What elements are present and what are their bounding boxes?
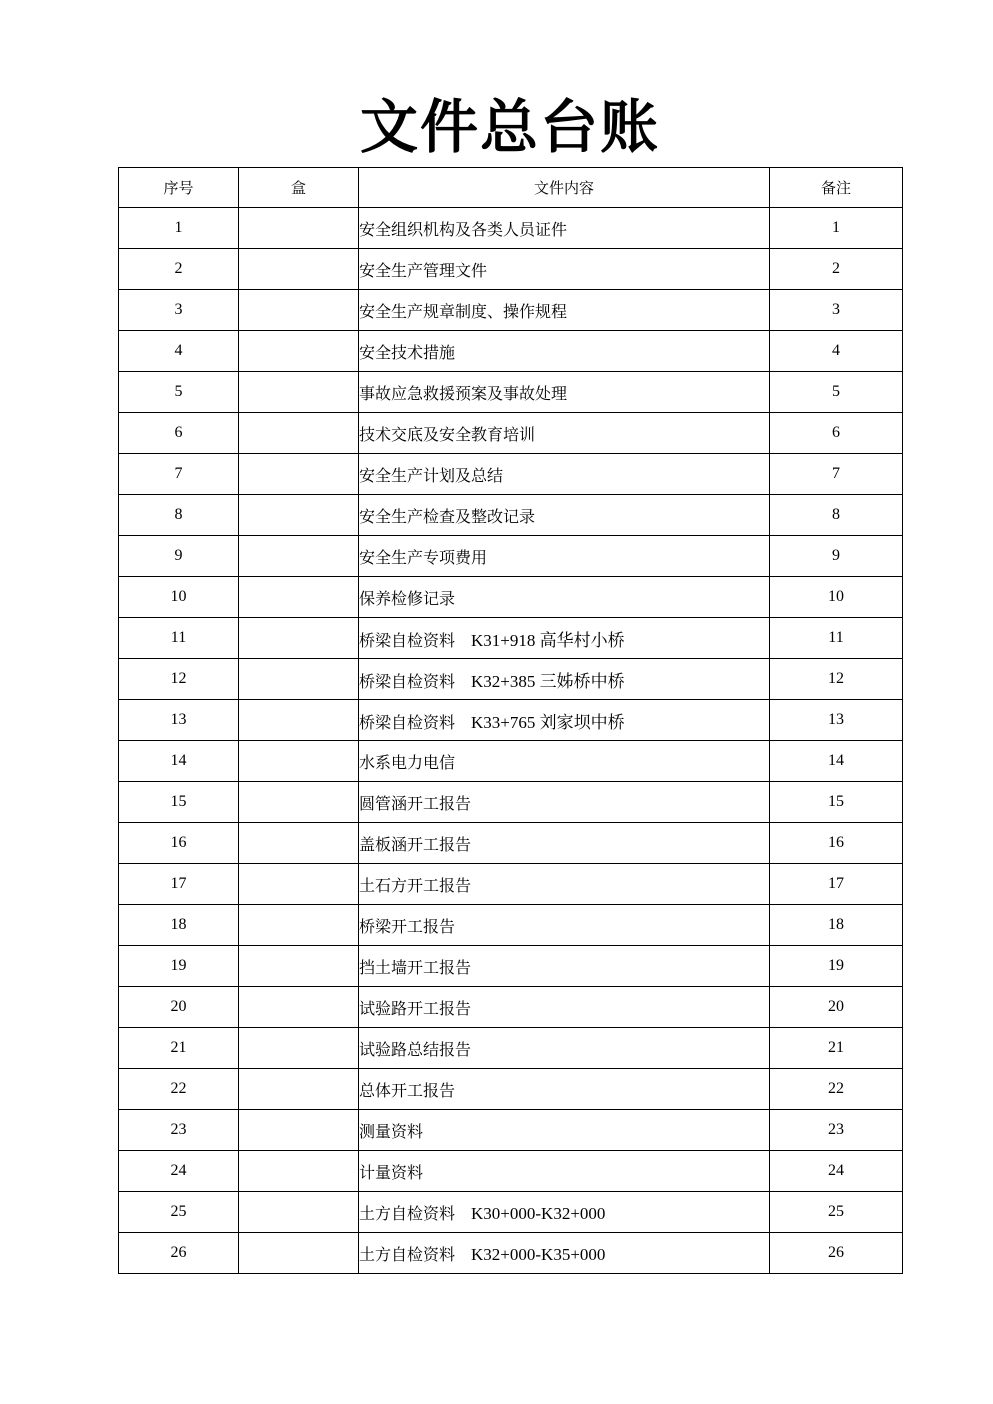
row-content — [359, 208, 770, 249]
row-content-text: 试验路总结报告 — [359, 1039, 472, 1059]
table-row — [119, 1028, 903, 1069]
row-content-text: 圆管涵开工报告 — [359, 793, 472, 813]
row-content-text: 盖板涵开工报告 — [359, 834, 472, 854]
row-note: 8 — [770, 495, 903, 536]
row-number: 14 — [119, 741, 239, 782]
table-row — [119, 1233, 903, 1274]
row-box — [239, 290, 359, 331]
row-number: 26 — [119, 1233, 239, 1274]
row-box — [239, 864, 359, 905]
row-box — [239, 495, 359, 536]
table-row — [119, 372, 903, 413]
row-content-text: 安全生产规章制度、操作规程 — [359, 301, 568, 321]
row-number: 9 — [119, 536, 239, 577]
table-row — [119, 823, 903, 864]
row-note: 26 — [770, 1233, 903, 1274]
row-number: 4 — [119, 331, 239, 372]
row-box — [239, 659, 359, 700]
row-note: 6 — [770, 413, 903, 454]
row-box — [239, 577, 359, 618]
row-content — [359, 495, 770, 536]
row-note: 23 — [770, 1110, 903, 1151]
row-number: 21 — [119, 1028, 239, 1069]
table-header-row — [119, 168, 903, 208]
row-note: 3 — [770, 290, 903, 331]
table-row — [119, 1192, 903, 1233]
row-content — [359, 290, 770, 331]
ledger-table — [118, 167, 903, 1274]
row-number: 15 — [119, 782, 239, 823]
row-box — [239, 331, 359, 372]
row-number: 5 — [119, 372, 239, 413]
page-title: 文件总台账 — [359, 93, 660, 161]
row-content-text: 安全生产计划及总结 — [359, 465, 504, 485]
row-content-text: 测量资料 — [359, 1121, 424, 1141]
row-note: 5 — [770, 372, 903, 413]
row-content-text: 土方自检资料 — [359, 1244, 456, 1264]
row-note: 9 — [770, 536, 903, 577]
table-row — [119, 1151, 903, 1192]
row-note: 17 — [770, 864, 903, 905]
row-content — [359, 1233, 770, 1274]
row-number: 3 — [119, 290, 239, 331]
row-content — [359, 741, 770, 782]
row-box — [239, 700, 359, 741]
table-row — [119, 905, 903, 946]
row-content-text: 保养检修记录 — [359, 588, 456, 608]
row-note: 4 — [770, 331, 903, 372]
header-note: 备注 — [770, 168, 903, 208]
row-number: 8 — [119, 495, 239, 536]
row-content — [359, 864, 770, 905]
row-box — [239, 946, 359, 987]
table-row — [119, 249, 903, 290]
row-content-text: 水系电力电信 — [359, 752, 456, 772]
row-content-code: K31+918 高华村小桥 — [471, 630, 625, 650]
row-number: 19 — [119, 946, 239, 987]
table-row — [119, 1069, 903, 1110]
row-content-text: 安全生产专项费用 — [359, 547, 488, 567]
table-row — [119, 454, 903, 495]
table-row — [119, 1110, 903, 1151]
table-row — [119, 413, 903, 454]
row-note: 21 — [770, 1028, 903, 1069]
row-note: 11 — [770, 618, 903, 659]
row-note: 19 — [770, 946, 903, 987]
row-box — [239, 905, 359, 946]
table-row — [119, 536, 903, 577]
row-number: 24 — [119, 1151, 239, 1192]
table-row — [119, 618, 903, 659]
row-content-text: 安全生产检查及整改记录 — [359, 506, 536, 526]
row-content-text: 技术交底及安全教育培训 — [359, 424, 536, 444]
row-content — [359, 1028, 770, 1069]
row-box — [239, 208, 359, 249]
row-content — [359, 782, 770, 823]
row-note: 24 — [770, 1151, 903, 1192]
row-content-text: 桥梁开工报告 — [359, 916, 456, 936]
row-box — [239, 741, 359, 782]
row-content-text: 安全生产管理文件 — [359, 260, 488, 280]
row-content — [359, 413, 770, 454]
row-content-text: 事故应急救援预案及事故处理 — [359, 383, 568, 403]
row-note: 20 — [770, 987, 903, 1028]
row-content — [359, 372, 770, 413]
row-note: 16 — [770, 823, 903, 864]
row-box — [239, 536, 359, 577]
header-content: 文件内容 — [359, 168, 770, 208]
table-row — [119, 946, 903, 987]
row-content-code: K32+385 三姊桥中桥 — [471, 671, 625, 691]
table-row — [119, 331, 903, 372]
row-content-text: 安全技术措施 — [359, 342, 456, 362]
header-no: 序号 — [119, 168, 239, 208]
row-box — [239, 1192, 359, 1233]
table-row — [119, 495, 903, 536]
row-note: 14 — [770, 741, 903, 782]
row-content — [359, 1110, 770, 1151]
row-content — [359, 987, 770, 1028]
row-number: 10 — [119, 577, 239, 618]
row-number: 22 — [119, 1069, 239, 1110]
row-note: 18 — [770, 905, 903, 946]
row-box — [239, 1028, 359, 1069]
row-content — [359, 577, 770, 618]
row-number: 1 — [119, 208, 239, 249]
row-box — [239, 413, 359, 454]
row-content-text: 挡土墙开工报告 — [359, 957, 472, 977]
row-note: 7 — [770, 454, 903, 495]
row-content — [359, 249, 770, 290]
table-row — [119, 864, 903, 905]
row-content-text: 土方自检资料 — [359, 1203, 456, 1223]
row-box — [239, 987, 359, 1028]
row-box — [239, 1233, 359, 1274]
table-row — [119, 782, 903, 823]
row-number: 16 — [119, 823, 239, 864]
row-content — [359, 905, 770, 946]
row-content-code: K32+000-K35+000 — [471, 1244, 606, 1264]
row-content-text: 计量资料 — [359, 1162, 424, 1182]
table-row — [119, 700, 903, 741]
row-content — [359, 1069, 770, 1110]
row-number: 6 — [119, 413, 239, 454]
row-number: 13 — [119, 700, 239, 741]
row-content — [359, 618, 770, 659]
row-note: 10 — [770, 577, 903, 618]
table-row — [119, 290, 903, 331]
row-content-text: 桥梁自检资料 — [359, 671, 456, 691]
row-box — [239, 618, 359, 659]
row-content — [359, 946, 770, 987]
row-box — [239, 372, 359, 413]
row-content — [359, 331, 770, 372]
row-note: 12 — [770, 659, 903, 700]
row-box — [239, 823, 359, 864]
table-row — [119, 659, 903, 700]
row-box — [239, 1110, 359, 1151]
row-box — [239, 1151, 359, 1192]
row-number: 20 — [119, 987, 239, 1028]
row-content-text: 桥梁自检资料 — [359, 630, 456, 650]
row-content — [359, 700, 770, 741]
row-content-text: 土石方开工报告 — [359, 875, 472, 895]
row-number: 7 — [119, 454, 239, 495]
row-content-text: 总体开工报告 — [359, 1080, 456, 1100]
row-note: 1 — [770, 208, 903, 249]
row-content — [359, 659, 770, 700]
header-box: 盒 — [239, 168, 359, 208]
row-number: 23 — [119, 1110, 239, 1151]
row-number: 11 — [119, 618, 239, 659]
table-body — [119, 208, 903, 1274]
table-row — [119, 208, 903, 249]
row-content — [359, 536, 770, 577]
row-box — [239, 782, 359, 823]
row-box — [239, 454, 359, 495]
row-note: 25 — [770, 1192, 903, 1233]
row-content-text: 安全组织机构及各类人员证件 — [359, 219, 568, 239]
table-row — [119, 577, 903, 618]
row-note: 2 — [770, 249, 903, 290]
row-number: 18 — [119, 905, 239, 946]
row-content-text: 桥梁自检资料 — [359, 712, 456, 732]
row-number: 12 — [119, 659, 239, 700]
row-content — [359, 1151, 770, 1192]
row-number: 2 — [119, 249, 239, 290]
row-note: 22 — [770, 1069, 903, 1110]
row-content-code: K30+000-K32+000 — [471, 1203, 606, 1223]
row-note: 13 — [770, 700, 903, 741]
row-content — [359, 823, 770, 864]
table-row — [119, 987, 903, 1028]
row-content-code: K33+765 刘家坝中桥 — [471, 712, 625, 732]
row-number: 17 — [119, 864, 239, 905]
row-note: 15 — [770, 782, 903, 823]
row-number: 25 — [119, 1192, 239, 1233]
row-content — [359, 454, 770, 495]
row-content — [359, 1192, 770, 1233]
row-content-text: 试验路开工报告 — [359, 998, 472, 1018]
row-box — [239, 249, 359, 290]
row-box — [239, 1069, 359, 1110]
table-row — [119, 741, 903, 782]
